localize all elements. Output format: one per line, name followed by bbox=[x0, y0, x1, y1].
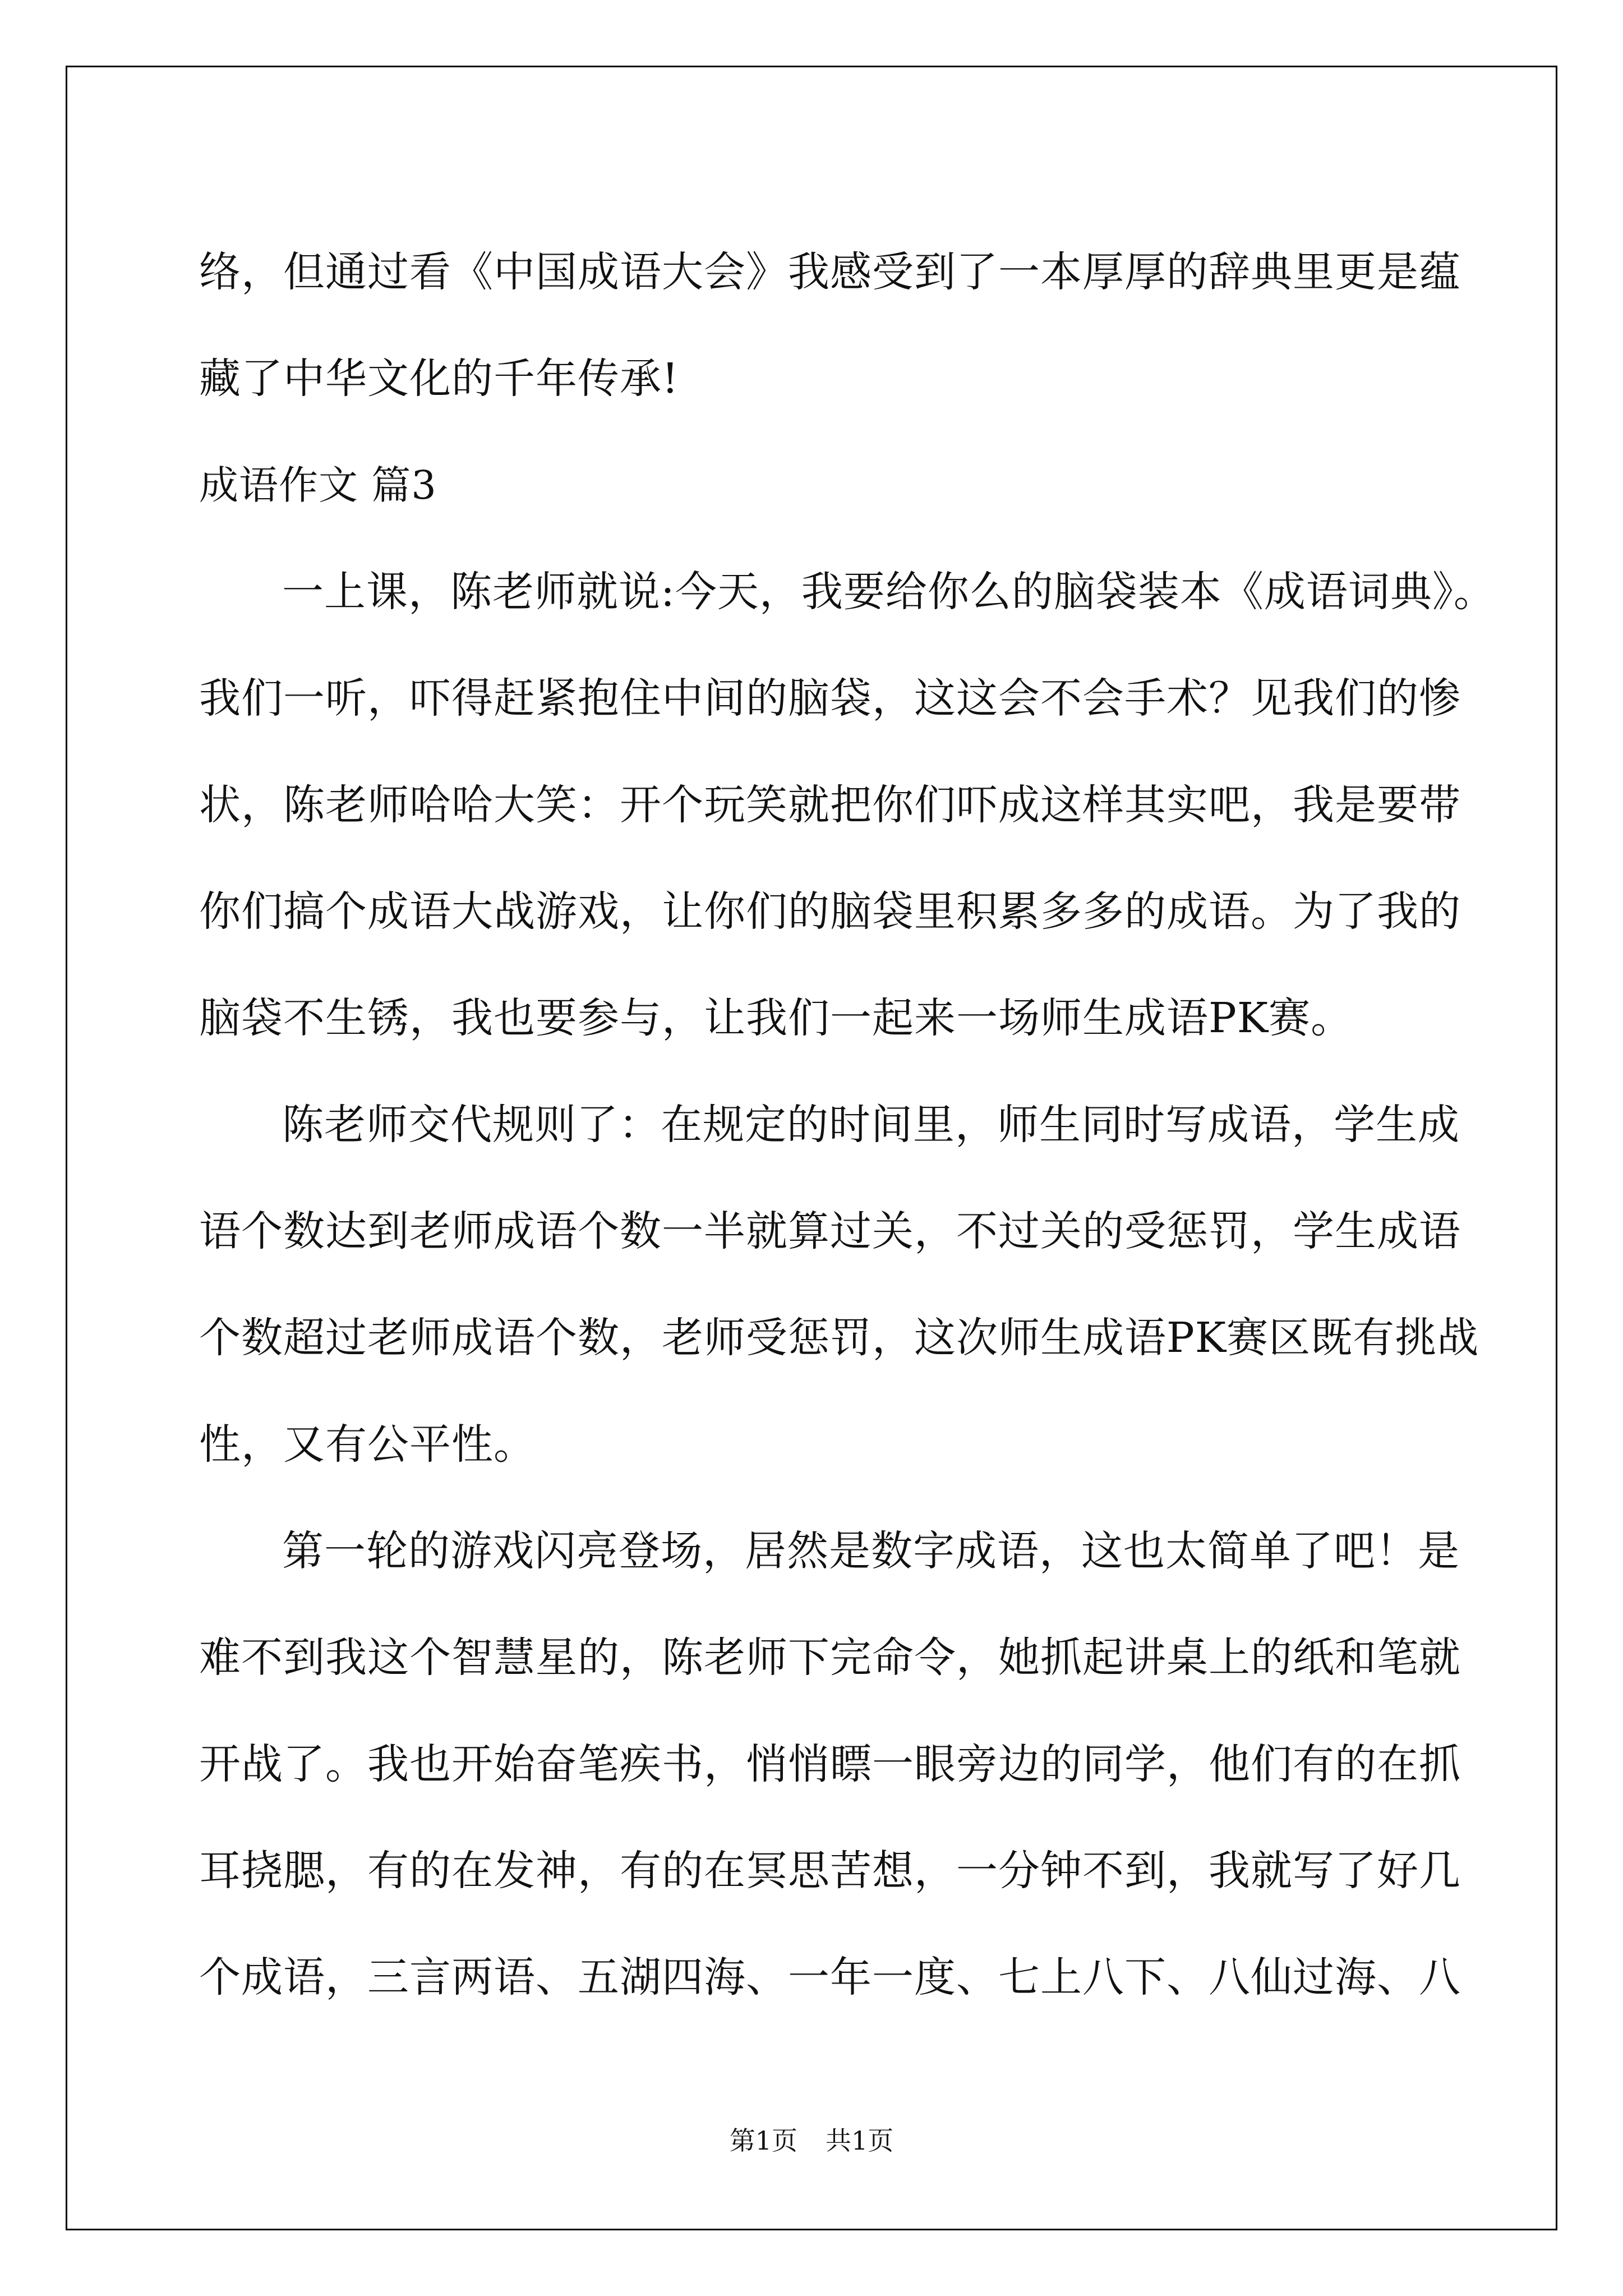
text-line: 状，陈老师哈哈大笑：开个玩笑就把你们吓成这样其实吧，我是要带 bbox=[199, 781, 1461, 829]
text-line: 语个数达到老师成语个数一半就算过关，不过关的受惩罚，学生成语 bbox=[199, 1207, 1461, 1255]
text-line: 我们一听，吓得赶紧抱住中间的脑袋，这这会不会手术？见我们的惨 bbox=[199, 674, 1461, 723]
text-line: 耳挠腮，有的在发神，有的在冥思苦想，一分钟不到，我就写了好几 bbox=[199, 1847, 1461, 1895]
paragraph-start: 第一轮的游戏闪亮登场，居然是数字成语，这也太简单了吧！是 bbox=[282, 1527, 1460, 1575]
page-number: 第1页 bbox=[729, 2125, 797, 2156]
text-line: 络，但通过看《中国成语大会》我感受到了一本厚厚的辞典里更是蕴 bbox=[199, 248, 1461, 296]
text-line: 你们搞个成语大战游戏，让你们的脑袋里积累多多的成语。为了我的 bbox=[199, 887, 1461, 936]
text-line: 开战了。我也开始奋笔疾书，悄悄瞟一眼旁边的同学，他们有的在抓 bbox=[199, 1740, 1461, 1788]
page-footer bbox=[0, 2120, 1623, 2157]
document-body bbox=[199, 219, 1496, 2031]
section-heading: 成语作文 篇3 bbox=[199, 462, 437, 508]
page-total: 共1页 bbox=[826, 2125, 894, 2156]
text-line: 个数超过老师成语个数，老师受惩罚，这次师生成语PK赛区既有挑战 bbox=[199, 1314, 1479, 1362]
text-line: 个成语，三言两语、五湖四海、一年一度、七上八下、八仙过海、八 bbox=[199, 1953, 1461, 2001]
text-line: 藏了中华文化的千年传承! bbox=[199, 355, 679, 403]
text-line: 脑袋不生锈，我也要参与，让我们一起来一场师生成语PK赛。 bbox=[199, 994, 1353, 1042]
text-line: 性，又有公平性。 bbox=[199, 1420, 536, 1469]
paragraph-start: 陈老师交代规则了：在规定的时间里，师生同时写成语，学生成 bbox=[282, 1101, 1460, 1149]
text-line: 难不到我这个智慧星的，陈老师下完命令，她抓起讲桌上的纸和笔就 bbox=[199, 1634, 1461, 1682]
paragraph-start: 一上课，陈老师就说:今天，我要给你么的脑袋装本《成语词典》。 bbox=[282, 568, 1496, 616]
